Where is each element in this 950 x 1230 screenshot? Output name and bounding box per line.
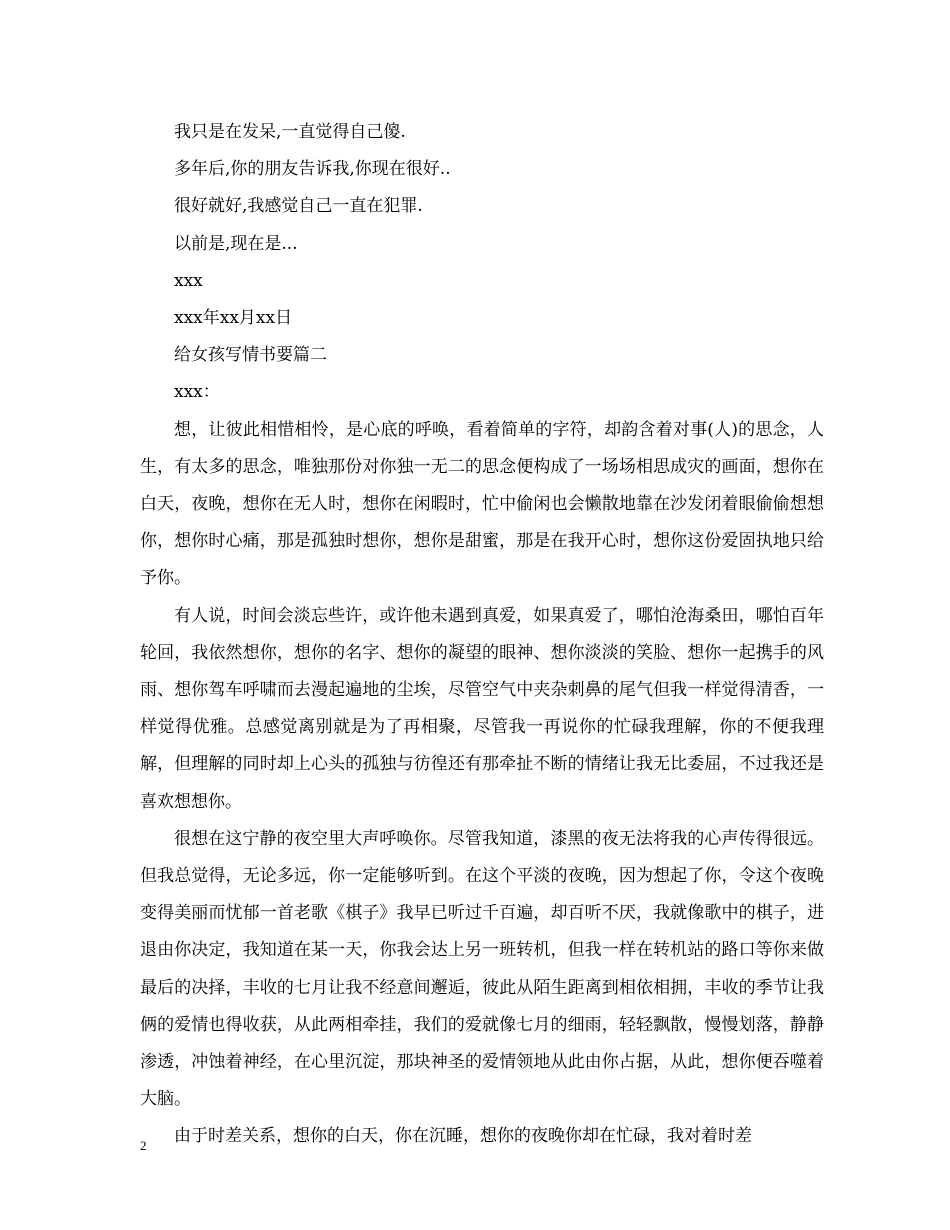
- text-line: 以前是,现在是...: [174, 233, 298, 254]
- body-paragraph: 有人说，时间会淡忘些许，或许他未遇到真爱，如果真爱了，哪怕沧海桑田，哪怕百年轮回，我依然想你，想你的名字、想你的凝望的眼神、想你淡淡的笑脸、想你一起携手的风雨、想你驾车呼啸而去漫起遍地的尘埃，尽管空气中夹杂刺鼻的尾气但我一样觉得清香，一样觉得优雅。总感觉离别就是为了再相聚，尽管我一再说你的忙碌我理解，你的不便我理解，但理解的同时却上心头的孤独与彷徨还有那牵扯不断的情绪让我无比委屈，不过我还是喜欢想想你。: [140, 605, 824, 812]
- page-number: 2: [140, 1138, 147, 1153]
- body-paragraph: 很想在这宁静的夜空里大声呼唤你。尽管我知道，漆黑的夜无法将我的心声传得很远。但我总觉得，无论多远，你一定能够听到。在这个平淡的夜晚，因为想起了你，令这个夜晚变得美丽而忧郁一首老歌《棋子》我早已听过千百遍，却百听不厌，我就像歌中的棋子，进退由你决定，我知道在某一天，你我会达上另一班转机，但我一样在转机站的路口等你来做最后的决择，丰收的七月让我不经意间邂逅，彼此从陌生距离到相依相拥，丰收的季节让我俩的爱情也得收获，从此两相牵挂，我们的爱就像七月的细雨，轻轻飘散，慢慢划落，静静渗透，冲蚀着神经，在心里沉淀，那块神圣的爱情领地从此由你占据，从此，想你便吞噬着大脑。: [140, 828, 824, 1110]
- signature-date: xxx年xx月xx日: [174, 307, 293, 328]
- text-line: 我只是在发呆,一直觉得自己傻.: [174, 122, 406, 142]
- signature-name: xxx: [174, 270, 203, 291]
- section-title: 给女孩写情书要篇二: [174, 345, 327, 366]
- salutation: xxx：: [174, 382, 220, 403]
- text-line: 多年后,你的朋友告诉我,你现在很好..: [174, 159, 451, 180]
- body-paragraph: 由于时差关系，想你的白天，你在沉睡，想你的夜晚你却在忙碌，我对着时差: [174, 1126, 752, 1147]
- document-body: [140, 114, 824, 1156]
- body-paragraph: 想，让彼此相惜相怜，是心底的呼唤，看着简单的字符，却韵含着对事(人)的思念，人生，有太多的思念，唯独那份对你独一无二的思念便构成了一场场相思成灾的画面，想你在白天，夜晚，想你在无人时，想你在闲暇时，忙中偷闲也会懒散地靠在沙发闭着眼偷偷想想你，想你时心痛，那是孤独时想你，想你是甜蜜，那是在我开心时，想你这份爱固执地只给予你。: [140, 419, 824, 589]
- text-line: 很好就好,我感觉自己一直在犯罪.: [174, 196, 423, 217]
